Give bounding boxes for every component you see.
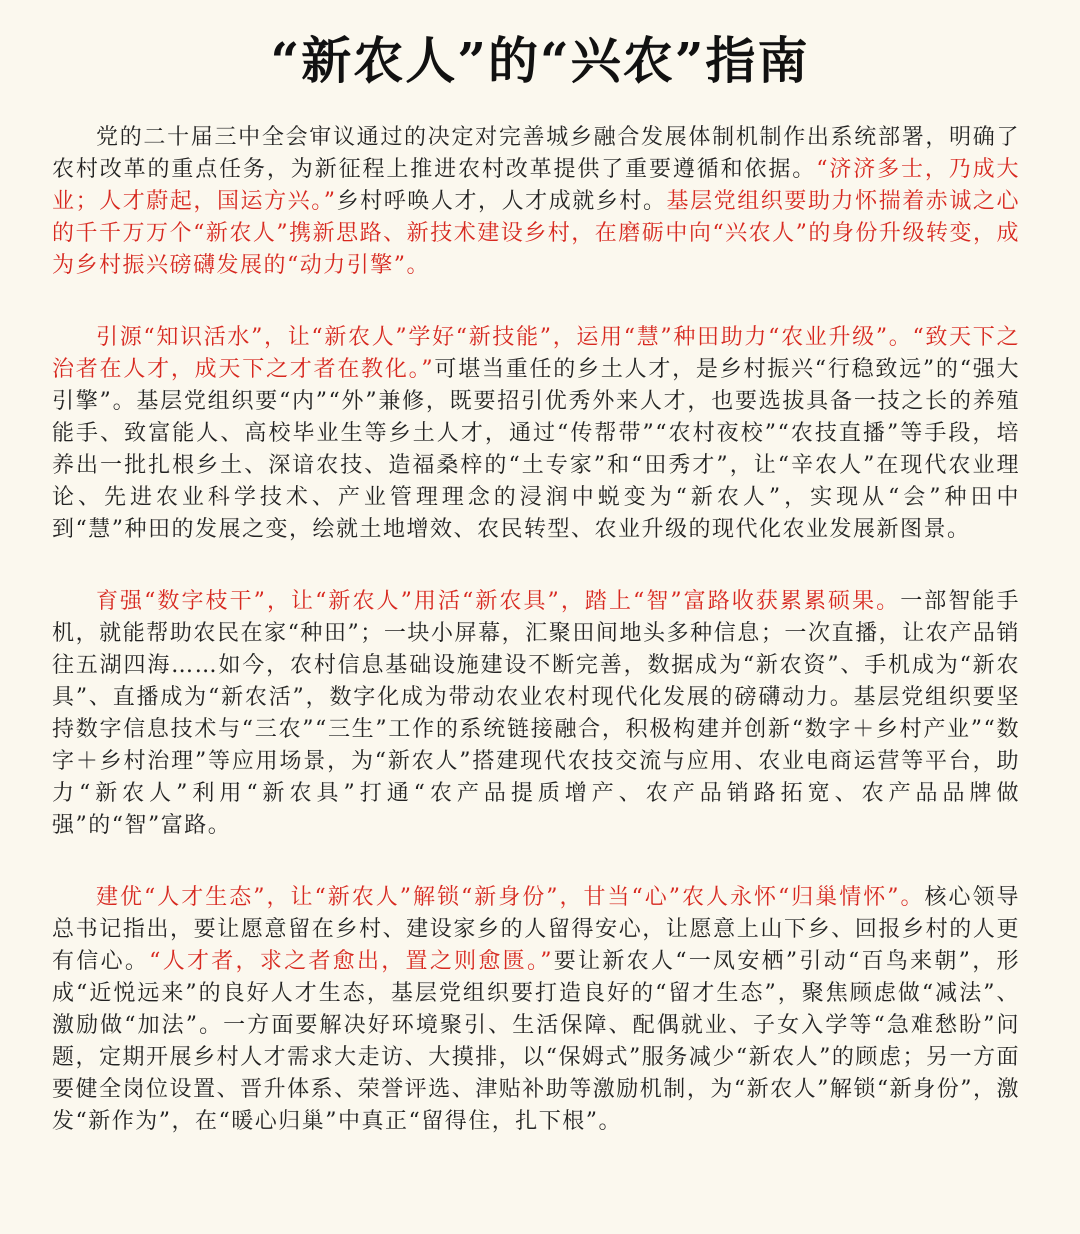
paragraph-1 — [52, 122, 1020, 282]
paragraph-3 — [52, 586, 1020, 842]
section-heading-knowledge: 引源“知识活水”，让“新农人”学好“新技能”，运用“慧”种田助力“农业升级”。“致天下之治者在人才，成天下之才者在教化。” — [52, 325, 1020, 382]
highlight-quote: “人才者，求之者愈出，置之则愈匮。” — [149, 949, 554, 974]
paragraph-2 — [52, 322, 1020, 546]
section-heading-ecology: 建优“人才生态”，让“新农人”解锁“新身份”，甘当“心”农人永怀“归巢情怀”。 — [96, 885, 925, 910]
text-segment: 乡村呼唤人才，人才成就乡村。 — [336, 189, 667, 214]
article-title: “新农人”的“兴农”指南 — [270, 31, 810, 90]
highlight-quote: “济济多士，乃成大业；人才蔚起，国运方兴。” — [52, 157, 1020, 214]
text-segment: 可堪当重任的乡土人才，是乡村振兴“行稳致远”的“强大引擎”。基层党组织要“内”“外”兼修，既要招引优秀外来人才，也要选拔具备一技之长的养殖能手、致富能人、高校毕业生等乡土人才，通过“传帮带”“农村夜校”“农技直播”等手段，培养出一批扎根乡土、深谙农技、造福桑梓的“土专家”和“田秀才”，让“辛农人”在现代农业理论、先进农业科学技术、产业管理理念的浸润中蜕变为“新农人”，实现从“会”种田中到“慧”种田的发展之变，绘就土地增效、农民转型、农业升级的现代化农业发展新图景。 — [52, 357, 1021, 542]
section-heading-digital: 育强“数字枝干”，让“新农人”用活“新农具”，踏上“智”富路收获累累硕果。 — [96, 589, 901, 614]
text-segment: 一部智能手机，就能帮助农民在家“种田”；一块小屏幕，汇聚田间地头多种信息；一次直播，让农产品销往五湖四海……如今，农村信息基础设施建设不断完善，数据成为“新农资”、手机成为“新农具”、直播成为“新农活”，数字化成为带动农业农村现代化发展的磅礴动力。基层党组织要坚持数字信息技术与“三农”“三生”工作的系统链接融合，积极构建并创新“数字＋乡村产业”“数字＋乡村治理”等应用场景，为“新农人”搭建现代农技交流与应用、农业电商运营等平台，助力“新农人”利用“新农具”打通“农产品提质增产、农产品销路拓宽、农产品品牌做强”的“智”富路。 — [52, 589, 1020, 838]
article-body — [52, 122, 1020, 1178]
highlight-text: 基层党组织要助力怀揣着赤诚之心的千千万万个“新农人”携新思路、新技术建设乡村，在磨砺中向“兴农人”的身份升级转变，成为乡村振兴磅礴发展的“动力引擎”。 — [52, 189, 1020, 278]
text-segment: 要让新农人“一凤安栖”引动“百鸟来朝”，形成“近悦远来”的良好人才生态，基层党组织要打造良好的“留才生态”，聚焦顾虑做“减法”、激励做“加法”。一方面要解决好环境聚引、生活保障、配偶就业、子女入学等“急难愁盼”问题，定期开展乡村人才需求大走访、大摸排，以“保姆式”服务减少“新农人”的顾虑；另一方面要健全岗位设置、晋升体系、荣誉评选、津贴补助等激励机制，为“新农人”解锁“新身份”，激发“新作为”，在“暖心归巢”中真正“留得住，扎下根”。 — [52, 949, 1020, 1134]
text-segment: 核心领导总书记指出，要让愿意留在乡村、建设家乡的人留得安心，让愿意上山下乡、回报乡村的人更有信心。 — [52, 885, 1020, 974]
paragraph-4 — [52, 882, 1020, 1138]
text-segment: 党的二十届三中全会审议通过的决定对完善城乡融合发展体制机制作出系统部署，明确了农村改革的重点任务，为新征程上推进农村改革提供了重要遵循和依据。 — [52, 125, 1020, 182]
